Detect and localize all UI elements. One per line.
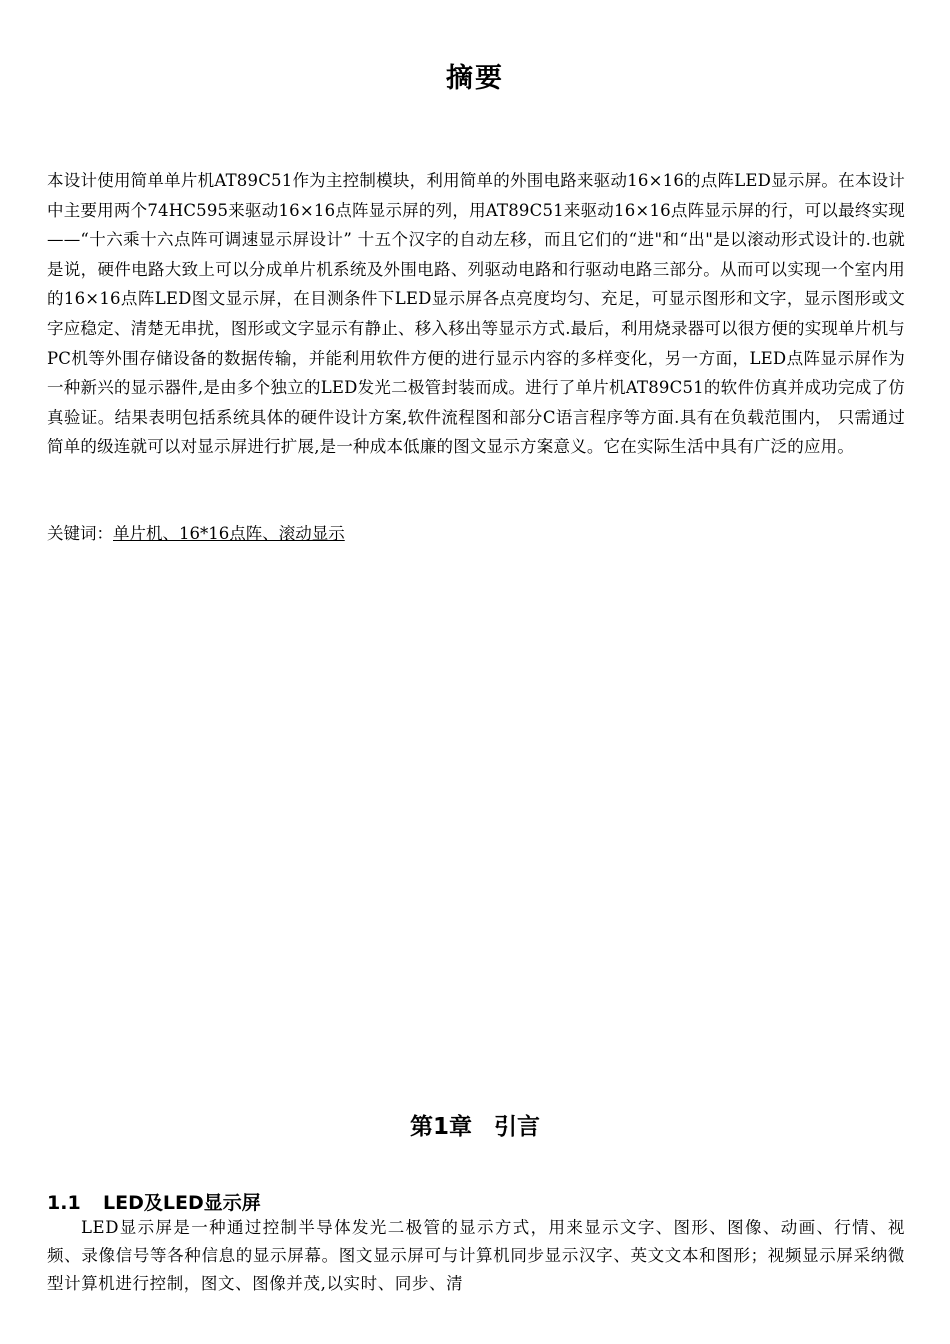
abstract-title: 摘要 [446, 63, 504, 94]
keywords-label: 关键词： [47, 524, 113, 543]
section-number: 1.1 [47, 1192, 81, 1214]
chapter-title: 第1章 引言 [409, 1114, 540, 1140]
section-paragraph: LED显示屏是一种通过控制半导体发光二极管的显示方式，用来显示文字、图形、图像、动画、行情、视频、录像信号等各种信息的显示屏幕。图文显示屏可与计算机同步显示汉字、英文文本和图形；视频显示屏采纳微型计算机进行控制，图文、图像并茂,以实时、同步、清 [47, 1218, 905, 1293]
section-title-text: LED及LED显示屏 [103, 1192, 261, 1214]
abstract-paragraph: 本设计使用简单单片机AT89C51作为主控制模块，利用简单的外围电路来驱动16×16的点阵LED显示屏。在本设计中主要用两个74HC595来驱动16×16点阵显示屏的列，用AT89C51来驱动16×16点阵显示屏的行，可以最终实现——“十六乘十六点阵可调速显示屏设计” 十五个汉字的自动左移，而且它们的“进"和“出"是以滚动形式设计的.也就是说，硬件电路大致上可以分成单片机系统及外围电路、列驱动电路和行驱动电路三部分。从而可以实现一个室内用的16×16点阵LED图文显示屏，在目测条件下LED显示屏各点亮度均匀、充足，可显示图形和文字，显示图形或文字应稳定、清楚无串扰，图形或文字显示有静止、移入移出等显示方式.最后，利用烧录器可以很方便的实现单片机与PC机等外围存储设备的数据传输，并能利用软件方便的进行显示内容的多样变化，另一方面，LED点阵显示屏作为一种新兴的显示器件,是由多个独立的LED发光二极管封装而成。进行了单片机AT89C51的软件仿真并成功完成了仿真验证。结果表明包括系统具体的硬件设计方案,软件流程图和部分C语言程序等方面.具有在负载范围内， 只需通过简单的级连就可以对显示屏进行扩展,是一种成本低廉的图文显示方案意义。它在实际生活中具有广泛的应用。 [47, 171, 905, 457]
keywords-value: 单片机、16*16点阵、滚动显示 [113, 524, 345, 543]
section-heading [47, 1188, 261, 1215]
keywords-line [47, 519, 345, 548]
